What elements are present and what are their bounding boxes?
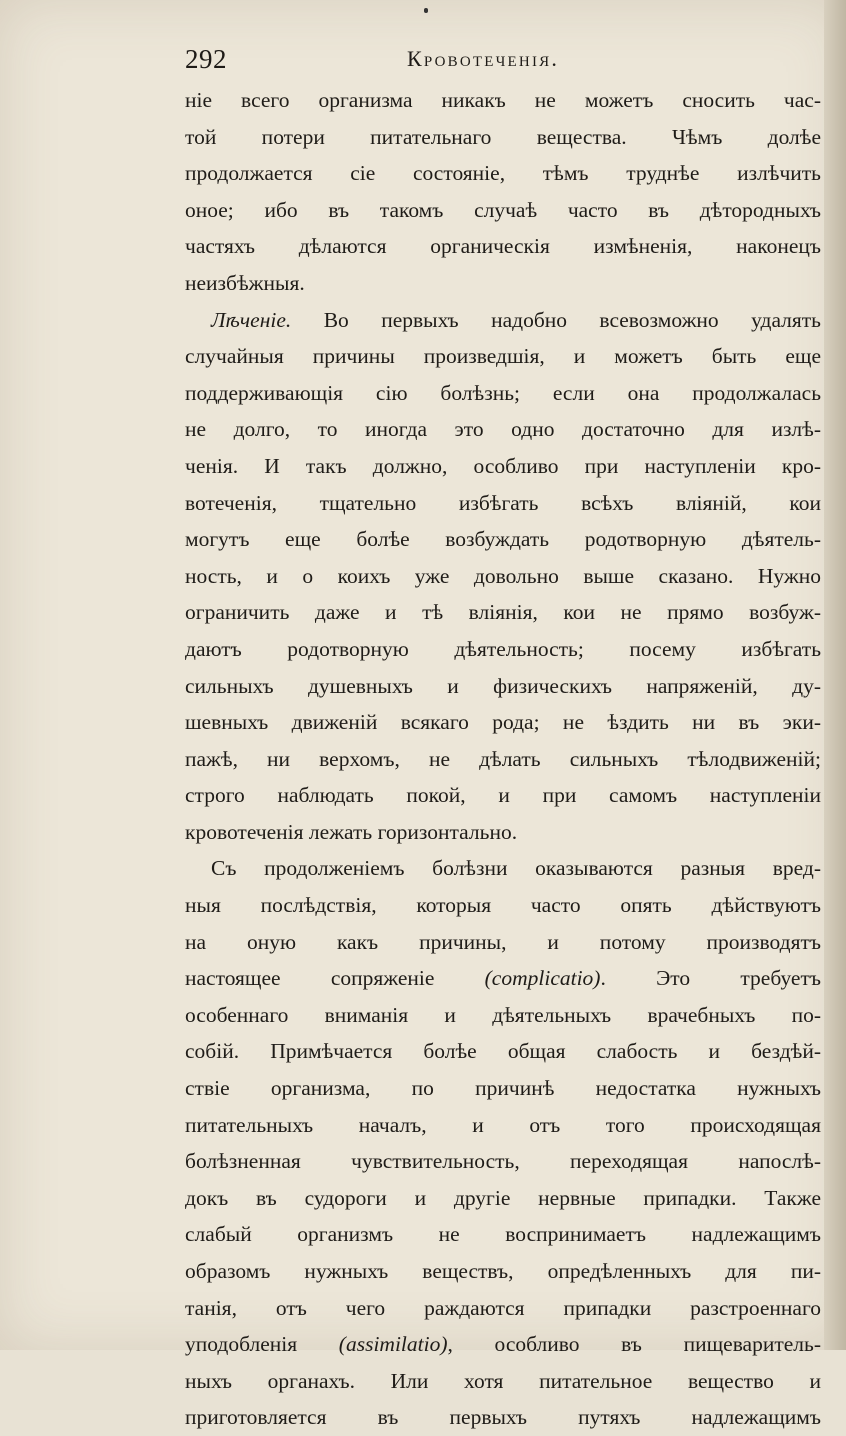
text-line: оное; ибо въ такомъ случаѣ часто въ дѣтородныхъ — [185, 197, 821, 222]
text-run: Во первыхъ надобно всевозможно удалять — [291, 307, 821, 332]
section-lead: Лѣченіе. — [211, 307, 292, 332]
text-line: докъ въ судороги и другіе нервные припадки. Также — [185, 1185, 821, 1210]
text-line — [185, 302, 821, 339]
text-line: частяхъ дѣлаются органическія измѣненія, наконецъ — [185, 234, 821, 259]
text-line: шевныхъ движеній всякаго рода; не ѣздить ни въ эки- — [185, 710, 821, 735]
latin-term: (assimilatio) — [338, 1332, 448, 1357]
text-line: Съ продолженіемъ болѣзни оказываются разныя вред- — [211, 856, 821, 881]
text-line: на оную какъ причины, и потому производятъ — [185, 929, 821, 954]
text-line: вотеченія, тщательно избѣгать всѣхъ вліяній, кои — [185, 490, 821, 515]
text-line: строго наблюдать покой, и при самомъ наступленіи — [185, 783, 821, 808]
text-run: . Это требуетъ — [600, 966, 821, 991]
text-line: слабый организмъ не воспринимаетъ надлежащимъ — [185, 1222, 821, 1247]
text-line: не долго, то иногда это одно достаточно для излѣ- — [185, 417, 821, 442]
page-gutter — [824, 0, 846, 1350]
text-run: уподобленія — [185, 1332, 339, 1357]
text-line: ныхъ органахъ. Или хотя питательное вещество и — [185, 1368, 821, 1393]
text-line: кровотеченія лежать горизонтально. — [185, 819, 518, 844]
ink-dot — [424, 8, 428, 13]
text-line: сильныхъ душевныхъ и физическихъ напряженій, ду- — [185, 673, 821, 698]
text-line: продолжается сіе состояніе, тѣмъ труднѣе излѣчить — [185, 161, 821, 186]
text-line: той потери питательнаго вещества. Чѣмъ долѣе — [185, 124, 821, 149]
text-run: , особливо въ пищеваритель- — [447, 1332, 821, 1357]
page-number: 292 — [185, 44, 227, 74]
text-line: особеннаго вниманія и дѣятельныхъ врачебныхъ по- — [185, 1002, 821, 1027]
text-line — [185, 1326, 821, 1363]
text-line: собій. Примѣчается болѣе общая слабость и бездѣй- — [185, 1039, 821, 1064]
text-line: пажѣ, ни верхомъ, не дѣлать сильныхъ тѣлодвиженій; — [185, 746, 821, 771]
text-line — [185, 960, 821, 997]
latin-term: (complicatio) — [484, 966, 601, 991]
text-line: поддерживающія сію болѣзнь; если она продолжалась — [185, 380, 821, 405]
text-line: образомъ нужныхъ веществъ, опредѣленныхъ для пи- — [185, 1259, 821, 1283]
text-run: настоящее сопряженіе — [185, 966, 485, 991]
body-text — [185, 82, 821, 1436]
text-line: ствіе организма, по причинѣ недостатка нужныхъ — [185, 1076, 821, 1101]
text-line: могутъ еще болѣе возбуждать родотворную дѣятель- — [185, 527, 821, 552]
text-line: ченія. И такъ должно, особливо при наступленіи кро- — [185, 453, 821, 478]
text-line: ность, и о коихъ уже довольно выше сказано. Нужно — [185, 563, 821, 588]
running-title: Кровотеченія. — [407, 46, 560, 71]
text-line: ніе всего организма никакъ не можетъ сносить час- — [185, 88, 821, 112]
text-line: ныя послѣдствія, которыя часто опять дѣйствуютъ — [185, 893, 821, 918]
text-line: неизбѣжныя. — [185, 270, 305, 295]
text-line: танія, отъ чего раждаются припадки разстроеннаго — [185, 1295, 821, 1320]
text-line: приготовляется въ первыхъ путяхъ надлежащимъ — [185, 1405, 821, 1430]
text-line: питательныхъ началъ, и отъ того происходящая — [185, 1112, 821, 1137]
text-line: ограничить даже и тѣ вліянія, кои не прямо возбуж- — [185, 600, 821, 625]
text-line: даютъ родотворную дѣятельность; посему избѣгать — [185, 636, 821, 661]
text-line: случайныя причины произведшія, и можетъ быть еще — [185, 344, 821, 369]
page-header — [185, 44, 825, 78]
text-line: болѣзненная чувствительность, переходящая напослѣ- — [185, 1149, 821, 1174]
